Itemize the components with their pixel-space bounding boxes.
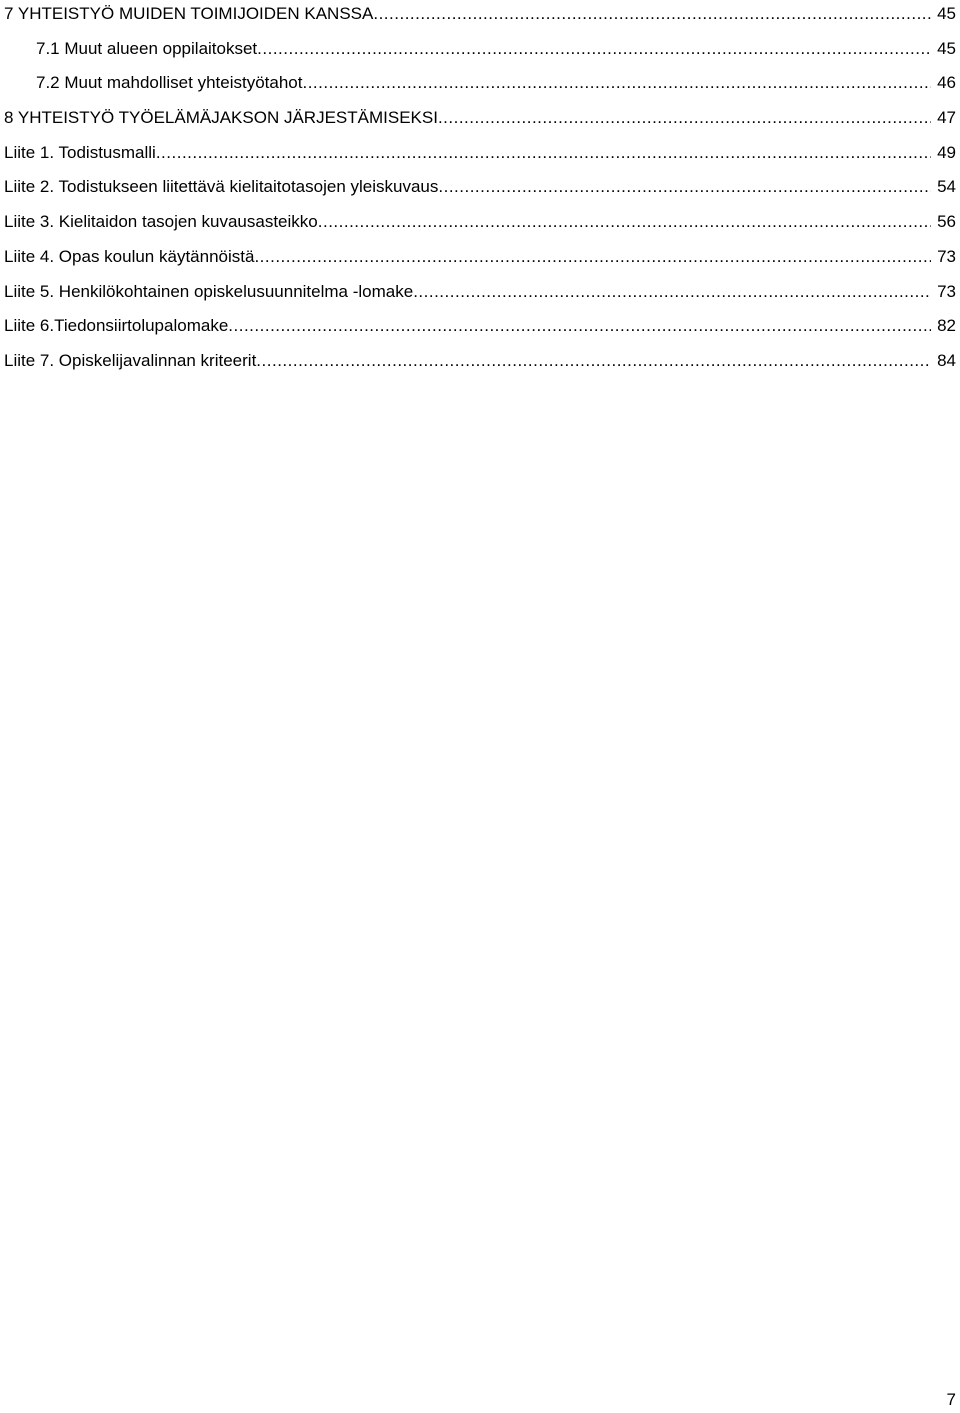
- toc-entry-page: 47: [937, 108, 956, 128]
- toc-entry-title: 7.2 Muut mahdolliset yhteistyötahot: [36, 73, 303, 93]
- page-number: 7: [946, 1390, 956, 1409]
- toc-entry-liite-6[interactable]: [4, 314, 956, 349]
- toc-entry-liite-5[interactable]: [4, 280, 956, 315]
- toc-entry-7-2[interactable]: [4, 71, 956, 106]
- toc-entry-page: 73: [937, 281, 956, 301]
- toc-dot-leader: [228, 314, 931, 338]
- toc-entry-title: Liite 2. Todistukseen liitettävä kielitaitotasojen yleiskuvaus: [4, 177, 439, 197]
- toc-entry-7-1[interactable]: [4, 37, 956, 72]
- toc-entry-page: 84: [937, 350, 956, 370]
- toc-dot-leader: [254, 245, 931, 269]
- toc-dot-leader: [413, 280, 931, 304]
- toc-entry-page: 73: [937, 246, 956, 266]
- toc-dot-leader: [318, 210, 931, 234]
- toc-dot-leader: [156, 141, 931, 165]
- toc-entry-page: 54: [937, 177, 956, 197]
- toc-entry-liite-1[interactable]: [4, 141, 956, 176]
- toc-entry-title: Liite 4. Opas koulun käytännöistä: [4, 246, 255, 266]
- toc-entry-7[interactable]: [4, 2, 956, 37]
- toc-entry-page: 45: [937, 4, 956, 23]
- toc-entry-title: 7.1 Muut alueen oppilaitokset: [36, 38, 258, 58]
- toc-dot-leader: [438, 175, 931, 199]
- toc-entry-page: 56: [937, 212, 956, 232]
- toc-entry-title: Liite 6.Tiedonsiirtolupalomake: [4, 316, 229, 336]
- toc-dot-leader: [256, 349, 931, 373]
- toc-entry-title: Liite 1. Todistusmalli: [4, 142, 156, 162]
- toc-entry-8[interactable]: [4, 106, 956, 141]
- toc-entry-liite-4[interactable]: [4, 245, 956, 280]
- table-of-contents: [4, 2, 956, 384]
- toc-entry-liite-2[interactable]: [4, 175, 956, 210]
- toc-entry-title: Liite 3. Kielitaidon tasojen kuvausasteikko: [4, 212, 318, 232]
- toc-entry-page: 46: [937, 73, 956, 93]
- toc-dot-leader: [302, 71, 931, 95]
- toc-entry-page: 82: [937, 316, 956, 336]
- toc-entry-page: 45: [937, 38, 956, 58]
- toc-entry-title: 7 YHTEISTYÖ MUIDEN TOIMIJOIDEN KANSSA: [4, 4, 374, 23]
- toc-dot-leader: [438, 106, 931, 130]
- toc-entry-liite-3[interactable]: [4, 210, 956, 245]
- toc-entry-title: Liite 5. Henkilökohtainen opiskelusuunnitelma -lomake: [4, 281, 414, 301]
- toc-dot-leader: [373, 2, 931, 26]
- toc-entry-page: 49: [937, 142, 956, 162]
- toc-entry-title: Liite 7. Opiskelijavalinnan kriteerit: [4, 350, 257, 370]
- toc-dot-leader: [257, 37, 931, 61]
- toc-entry-title: 8 YHTEISTYÖ TYÖELÄMÄJAKSON JÄRJESTÄMISEKSI: [4, 108, 438, 128]
- toc-entry-liite-7[interactable]: [4, 349, 956, 384]
